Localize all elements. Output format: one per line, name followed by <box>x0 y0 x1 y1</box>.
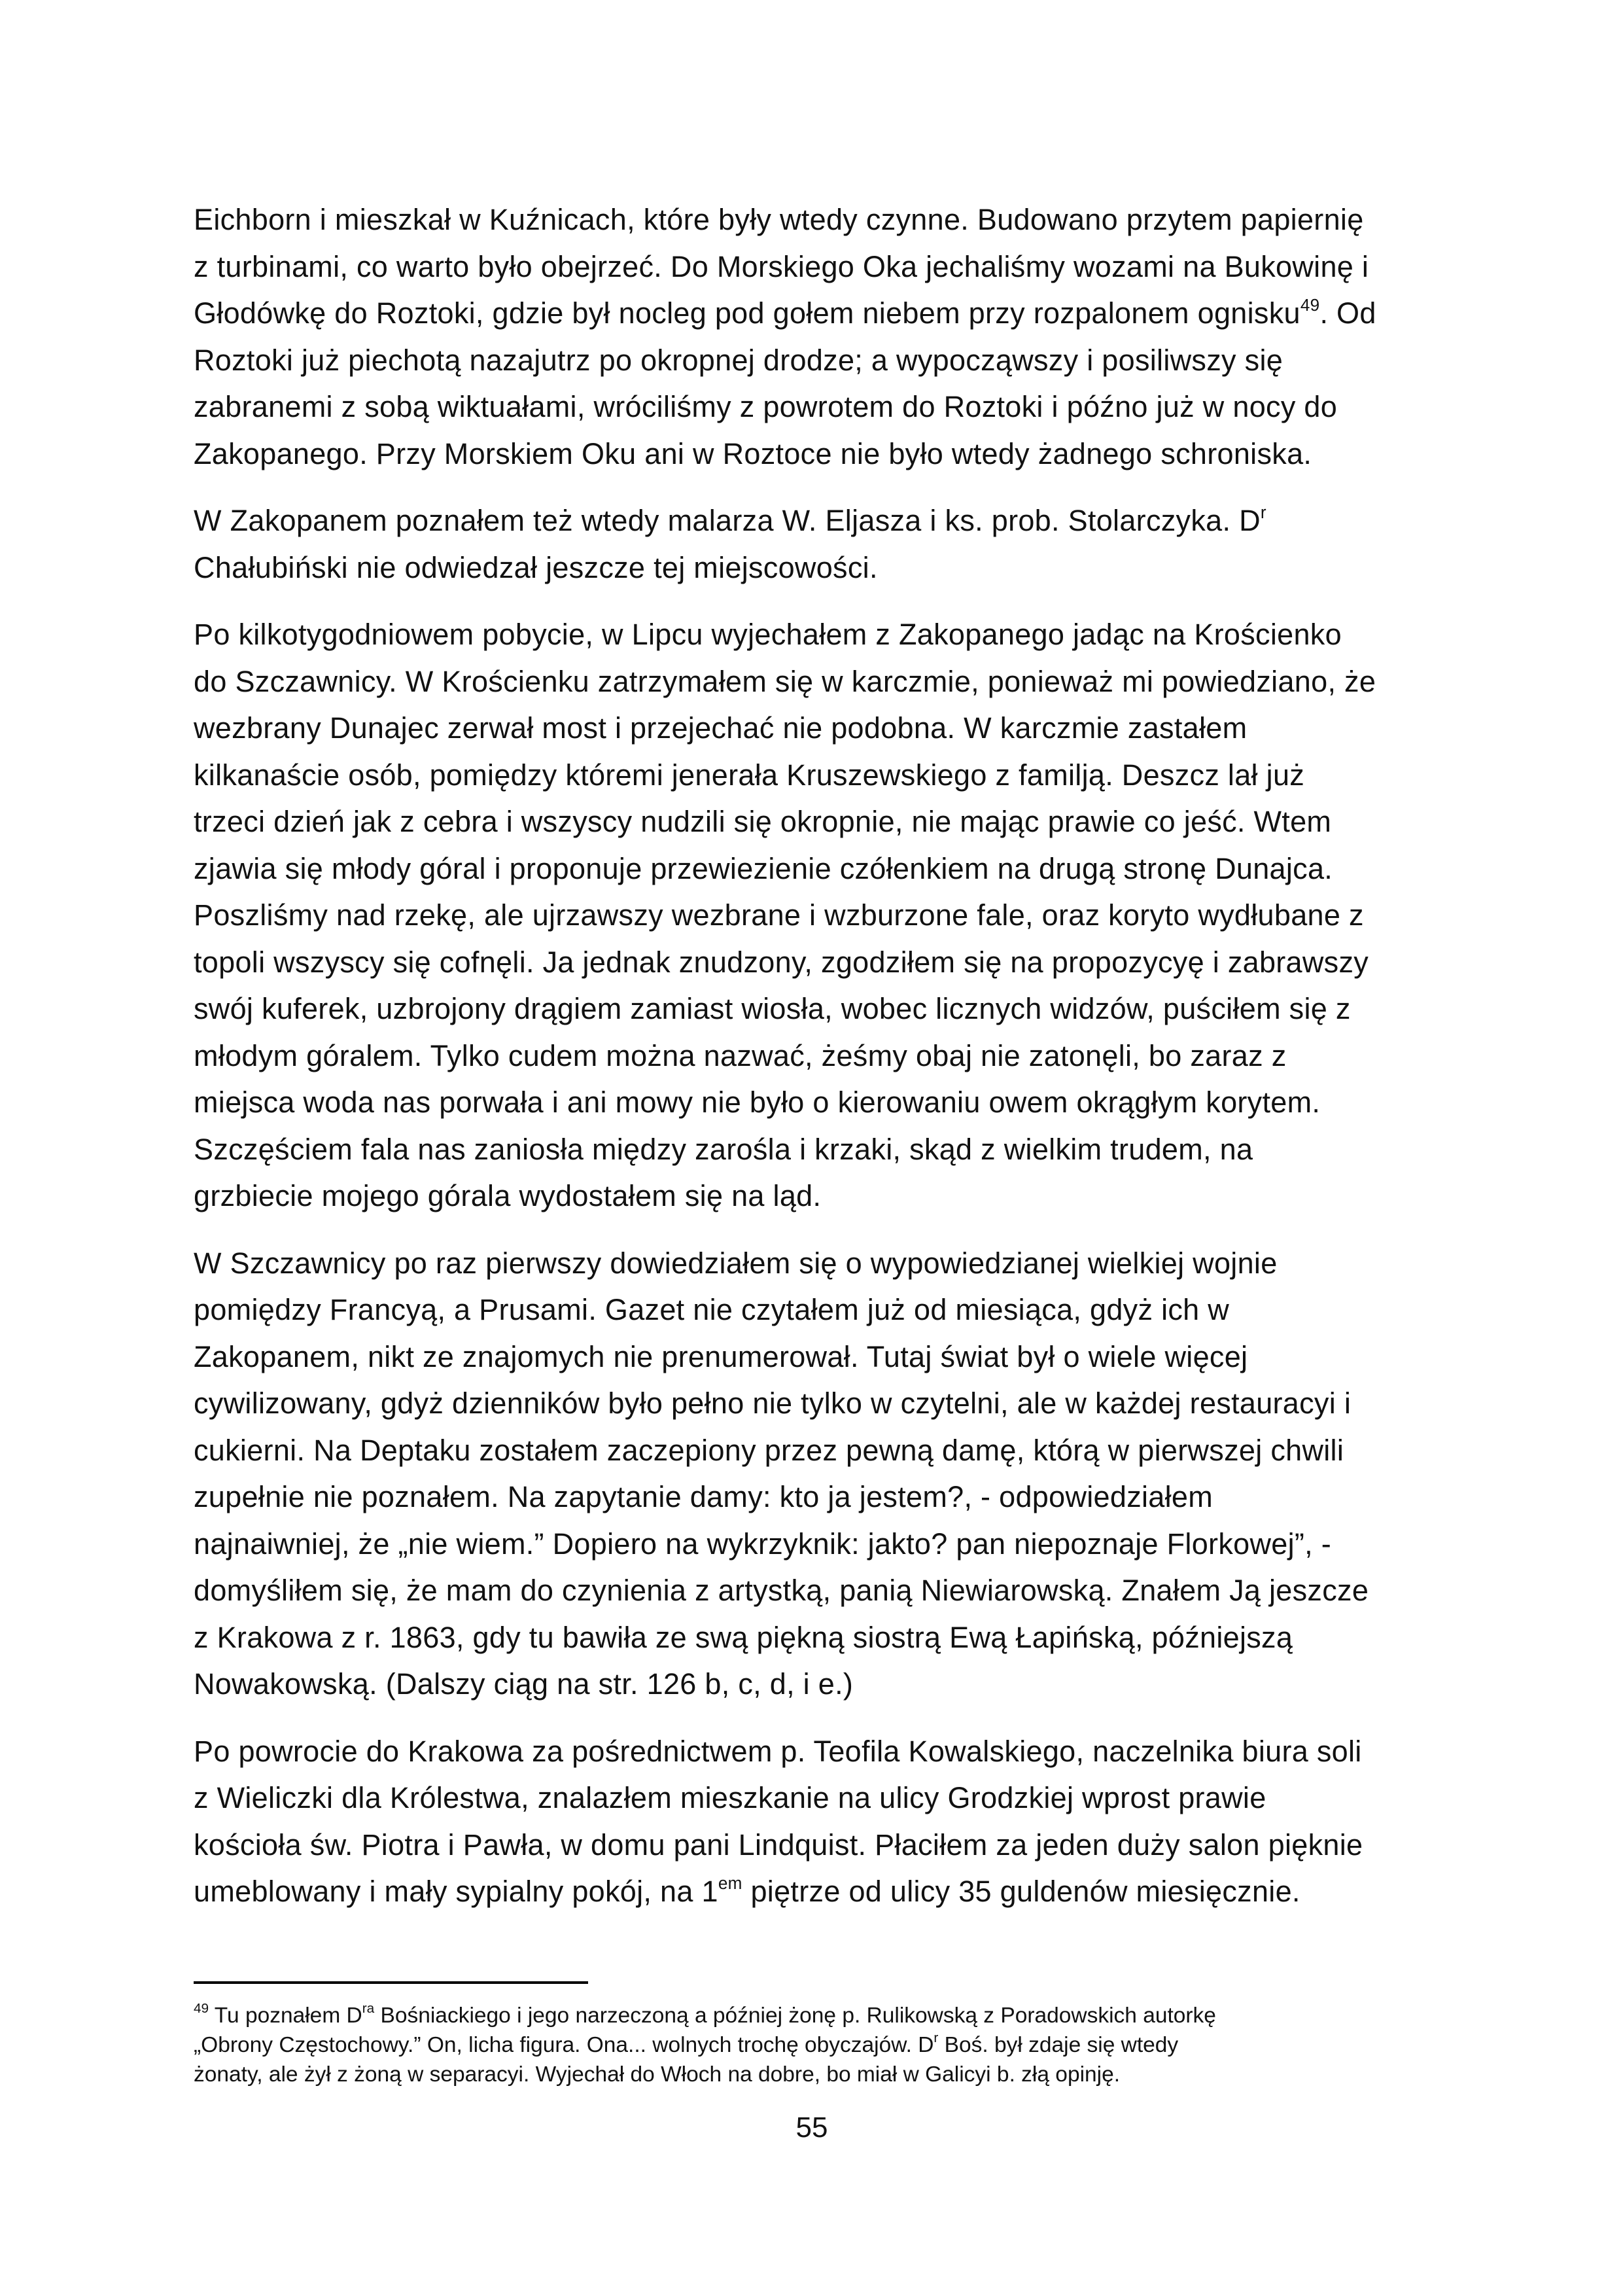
text-line <box>194 939 1437 986</box>
line-text: zjawia się młody góral i proponuje przewiezienie czółenkiem na drugą stronę Dunajca. <box>194 851 1333 885</box>
text-line <box>194 1126 1437 1173</box>
footnote-text: Tu poznałem D <box>209 2004 362 2028</box>
text-line <box>194 752 1437 799</box>
line-text-after: piętrze od ulicy 35 guldenów miesięcznie. <box>742 1875 1300 1908</box>
text-line <box>194 1728 1437 1775</box>
text-line <box>194 1173 1437 1220</box>
line-text: Nowakowską. (Dalszy ciąg na str. 126 b, c, d, i e.) <box>194 1667 854 1701</box>
line-text-after: . Od <box>1319 296 1376 330</box>
footnote-text-after: Bośniackiego i jego narzeczoną a później żonę p. Rulikowską z Poradowskich autorkę <box>374 2004 1216 2028</box>
text-line <box>194 337 1437 384</box>
line-text: Roztoki już piechotą nazajutrz po okropnej drodze; a wypocząwszy i posiliwszy się <box>194 343 1283 377</box>
text-line <box>194 845 1437 892</box>
text-line <box>194 985 1437 1033</box>
line-text: najnaiwniej, że „nie wiem.” Dopiero na wykrzyknik: jakto? pan niepoznaje Florkowej”, - <box>194 1527 1332 1561</box>
line-text: do Szczawnicy. W Krościenku zatrzymałem się w karczmie, ponieważ mi powiedziano, że <box>194 664 1376 698</box>
text-line <box>194 1079 1437 1126</box>
line-text: kilkanaście osób, pomiędzy któremi jenerała Kruszewskiego z familją. Deszcz lał już <box>194 758 1305 792</box>
text-line <box>194 1614 1437 1661</box>
text-line <box>194 1333 1437 1381</box>
superscript: r <box>934 2030 939 2046</box>
line-text: cukierni. Na Deptaku zostałem zaczepiony przez pewną damę, którą w pierwszej chwili <box>194 1433 1344 1467</box>
superscript: 49 <box>1300 294 1320 315</box>
footnote-line <box>194 2030 1437 2060</box>
paragraph <box>194 1728 1437 1915</box>
line-text: grzbiecie mojego górala wydostałem się na ląd. <box>194 1179 822 1212</box>
line-text: cywilizowany, gdyż dzienników było pełno nie tylko w czytelni, ale w każdej restauracyi i <box>194 1386 1352 1420</box>
text-line <box>194 1822 1437 1869</box>
text-line <box>194 196 1437 243</box>
line-text: Głodówkę do Roztoki, gdzie był nocleg pod gołem niebem przy rozpalonem ognisku <box>194 296 1300 330</box>
line-text: miejsca woda nas porwała i ani mowy nie było o kierowaniu owem okrągłym korytem. <box>194 1086 1321 1119</box>
line-text: Zakopanem, nikt ze znajomych nie prenumerował. Tutaj świat był o wiele więcej <box>194 1339 1248 1373</box>
text-line <box>194 1033 1437 1080</box>
text-line <box>194 798 1437 845</box>
footnote-text: żonaty, ale żył z żoną w separacyi. Wyjechał do Włoch na dobre, bo miał w Galicyi b. złą opinję. <box>194 2062 1121 2087</box>
line-text: trzeci dzień jak z cebra i wszyscy nudzili się okropnie, nie mając prawie co jeść. Wtem <box>194 805 1332 838</box>
text-line <box>194 383 1437 431</box>
text-line <box>194 1474 1437 1521</box>
line-text: kościoła św. Piotra i Pawła, w domu pani Lindquist. Płaciłem za jeden duży salon pięknie <box>194 1828 1363 1862</box>
text-line <box>194 1868 1437 1915</box>
line-text: młodym góralem. Tylko cudem można nazwać, żeśmy obaj nie zatonęli, bo zaraz z <box>194 1038 1287 1072</box>
line-text: wezbrany Dunajec zerwał most i przejechać nie podobna. W karczmie zastałem <box>194 711 1248 745</box>
line-text: z Krakowa z r. 1863, gdy tu bawiła ze swą piękną siostrą Ewą Łapińską, późniejszą <box>194 1620 1293 1654</box>
line-text: z Wieliczki dla Królestwa, znalazłem mieszkanie na ulicy Grodzkiej wprost prawie <box>194 1781 1266 1814</box>
line-text: Zakopanego. Przy Morskiem Oku ani w Roztoce nie było wtedy żadnego schroniska. <box>194 436 1312 470</box>
text-line <box>194 1427 1437 1474</box>
line-text: W Szczawnicy po raz pierwszy dowiedziałem się o wypowiedzianej wielkiej wojnie <box>194 1246 1278 1280</box>
footnote-line <box>194 2060 1437 2089</box>
line-text: domyśliłem się, że mam do czynienia z artystką, panią Niewiarowską. Znałem Ją jeszcze <box>194 1574 1369 1607</box>
footnote-separator <box>194 1981 588 1984</box>
paragraph <box>194 1240 1437 1708</box>
text-line <box>194 611 1437 658</box>
text-line <box>194 544 1437 592</box>
text-line <box>194 892 1437 939</box>
line-text: zabranemi z sobą wiktuałami, wróciliśmy z powrotem do Roztoki i późno już w nocy do <box>194 390 1338 423</box>
line-text: umeblowany i mały sypialny pokój, na 1 <box>194 1875 718 1908</box>
line-text: zupełnie nie poznałem. Na zapytanie damy: kto ja jestem?, - odpowiedziałem <box>194 1480 1213 1513</box>
text-line <box>194 1521 1437 1568</box>
text-line <box>194 243 1437 291</box>
superscript: r <box>1260 502 1266 522</box>
paragraph <box>194 497 1437 591</box>
line-text: Po kilkotygodniowem pobycie, w Lipcu wyjechałem z Zakopanego jadąc na Krościenko <box>194 618 1342 651</box>
text-line <box>194 705 1437 752</box>
superscript: em <box>718 1873 742 1893</box>
text-line <box>194 1380 1437 1427</box>
footnote-line <box>194 2001 1437 2030</box>
text-line <box>194 1286 1437 1333</box>
paragraph <box>194 196 1437 477</box>
text-line <box>194 1567 1437 1614</box>
footnotes <box>194 2001 1437 2089</box>
text-line <box>194 1775 1437 1822</box>
line-text: pomiędzy Francyą, a Prusami. Gazet nie czytałem już od miesiąca, gdyż ich w <box>194 1293 1230 1326</box>
paragraph <box>194 611 1437 1220</box>
page-number: 55 <box>795 2111 828 2144</box>
text-line <box>194 1661 1437 1708</box>
text-line <box>194 497 1437 544</box>
line-text: W Zakopanem poznałem też wtedy malarza W. Eljasza i ks. prob. Stolarczyka. D <box>194 504 1261 537</box>
body-text <box>194 196 1437 1935</box>
superscript: ra <box>362 2001 375 2017</box>
line-text: Szczęściem fala nas zaniosła między zarośla i krzaki, skąd z wielkim trudem, na <box>194 1132 1253 1166</box>
line-text: Chałubiński nie odwiedzał jeszcze tej miejscowości. <box>194 550 878 584</box>
line-text: Poszliśmy nad rzekę, ale ujrzawszy wezbrane i wzburzone fale, oraz koryto wydłubane z <box>194 898 1364 932</box>
text-line <box>194 290 1437 337</box>
line-text: Eichborn i mieszkał w Kuźnicach, które były wtedy czynne. Budowano przytem papiernię <box>194 203 1364 236</box>
line-text: swój kuferek, uzbrojony drągiem zamiast wiosła, wobec licznych widzów, puściłem się z <box>194 992 1351 1025</box>
line-text: z turbinami, co warto było obejrzeć. Do Morskiego Oka jechaliśmy wozami na Bukowinę i <box>194 249 1369 283</box>
footnote-number: 49 <box>194 2001 209 2017</box>
line-text: Po powrocie do Krakowa za pośrednictwem p. Teofila Kowalskiego, naczelnika biura soli <box>194 1734 1362 1768</box>
line-text: topoli wszyscy się cofnęli. Ja jednak znudzony, zgodziłem się na propozycyę i zabrawszy <box>194 945 1369 979</box>
footnote-text: „Obrony Częstochowy.” On, licha figura. Ona... wolnych trochę obyczajów. D <box>194 2033 934 2057</box>
text-line <box>194 658 1437 705</box>
text-line <box>194 431 1437 478</box>
text-line <box>194 1240 1437 1287</box>
footnote-text-after: Boś. był zdaje się wtedy <box>938 2033 1179 2057</box>
